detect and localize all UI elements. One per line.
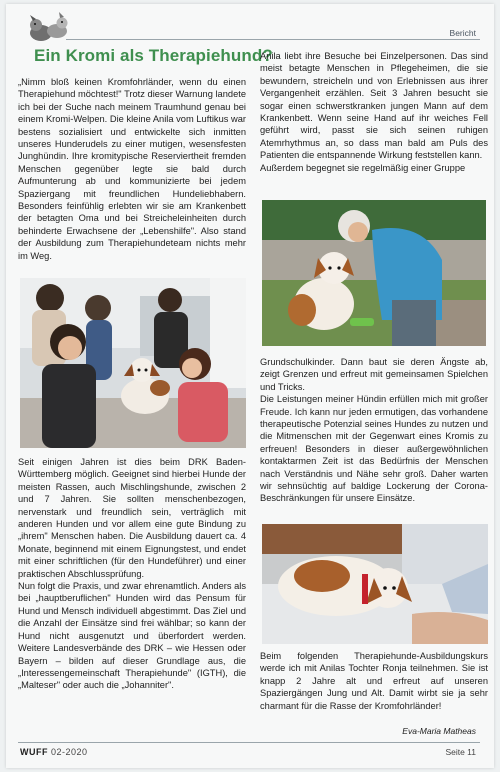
author-byline: Eva-Maria Matheas xyxy=(402,726,476,736)
magazine-brand xyxy=(20,747,88,757)
article-paragraph: Anila liebt ihre Besuche bei Einzelpersonen. Das sind meist betagte Menschen in Pflegeheimen, die sie bewundern, streicheln und von Erlebnissen aus ihrer Vergangenheit erzählen. Seit 3 Jahren besucht sie sogar einen schwerstkranken jungen Mann auf dem Krankenbett. Wenn seine Hand auf ihr weiches Fell geführt wird, passt sie sich seinen ruhigen Atemrhythmus an, so dass man bald am Puls des Patienten die entspannende Wirkung feststellen kann. xyxy=(260,51,488,161)
header-divider xyxy=(66,39,480,40)
photo-woman-with-dog-outdoors xyxy=(262,200,486,346)
article-paragraph: Außerdem begegnet sie regelmäßig einer Gruppe xyxy=(260,162,466,173)
photo-dog-on-bed xyxy=(262,524,488,644)
article-paragraph: Die Leistungen meiner Hündin erfüllen mich mit großer Freude. Ich kann nur jeden ermutigen, das vorhandene therapeutische Potenzial seines Hundes zu nutzen und die Mitmenschen mit der Gegenwart eines Kromis zu erfreuen! Besonders in dieser außergewöhnlichen kontaktarmen Zeit ist das Bedürfnis der Menschen nach Verständnis und Nähe sehr groß. Daher warten wir sehnsüchtig auf baldige Lockerung der Corona-Beschränkungen für unsere Einsätze. xyxy=(260,394,488,504)
photo-children-with-dog xyxy=(20,278,246,448)
article-column-right-middle xyxy=(260,356,488,505)
article-column-right-top xyxy=(260,50,488,174)
article-paragraph: Grundschulkinder. Dann baut sie deren Ängste ab, zeigt Grenzen und erfreut mit gemeinsamen Spielchen und Tricks. xyxy=(260,357,488,392)
article-column-right-bottom xyxy=(260,650,488,712)
magazine-page xyxy=(6,4,494,768)
section-label: Bericht xyxy=(449,28,476,38)
dog-logo-icon xyxy=(24,12,72,46)
footer-divider xyxy=(18,742,480,743)
article-paragraph: Beim folgenden Therapiehunde-Ausbildungskurs werde ich mit Anilas Tochter Ronja teilnehmen. Sie ist knapp 2 Jahre alt und erfreut auf unseren Spaziergängen Jung und Alt. Damit wirbt sie ja sehr charmant für die Rasse der Kromfohrländer! xyxy=(260,651,488,711)
article-column-left-bottom xyxy=(18,456,246,692)
article-paragraph: „Nimm bloß keinen Kromfohrländer, wenn du einen Therapiehund möchtest!" Trotz dieser Warnung landete ich bei der Suche nach meinem Traumhund genau bei einem Kromi-Welpen. Die kleine Anila vom Luftikus war bestens sozialisiert und entwickelte sich inmitten unseres Hunderudels zu einer mutigen, wesensfesten Junghündin. Ihre kromitypische Reserviertheit fremden Menschen gegenüber legte sie bald durch Aufmunterung ab und kommunizierte bei jedem Spaziergang mit freundlichen Hundeliebhabern. Besonders feinfühlig erlebten wir sie am Krankenbett der betagten Oma und bei Streicheleinheiten durch behinderte Erwachsene der „Lebenshilfe". Also stand der Ausbildung zum Therapiehundeteam nichts mehr im Weg. xyxy=(18,77,246,261)
article-paragraph: Seit einigen Jahren ist dies beim DRK Baden-Württemberg möglich. Geeignet sind hierbei Hunde der meisten Rassen, auch Mischlingshunde, zwischen 2 und 7 Jahren. Sie sollten menschenbezogen, nervenstark und freundlich sein, verträglich mit anderen Hunden und vor allem eine gute Bindung zu „ihrem" Menschen haben. Die Ausbildung dauert ca. 4 Monate, beginnend mit einem Eignungstest, und endet mit einer schriftlichen (für den Hundeführer) und einer praktischen Abschlussprüfung. xyxy=(18,457,246,579)
issue-number: 02-2020 xyxy=(51,747,88,757)
brand-name: WUFF xyxy=(20,747,48,757)
page-number: Seite 11 xyxy=(445,747,476,757)
article-paragraph: Nun folgt die Praxis, und zwar ehrenamtlich. Anders als bei „hauptberuflichen" Hunden wird das Pensum für Hund und Mensch individuell abgestimmt. Das Ziel und die Anzahl der Einsätze sind frei wählbar; so kann der Hund nicht ausgenutzt und überfordert werden. Weitere Landesverbände des DRK – wie Hessen oder Bayern – bilden auf dieser Grundlage aus, die „Interessengemeinschaft Therapiehunde" (IGTH), die „Malteser" oder auch die „Johanniter". xyxy=(18,581,246,691)
article-headline: Ein Kromi als Therapiehund? xyxy=(34,46,273,65)
article-column-intro xyxy=(18,76,246,262)
